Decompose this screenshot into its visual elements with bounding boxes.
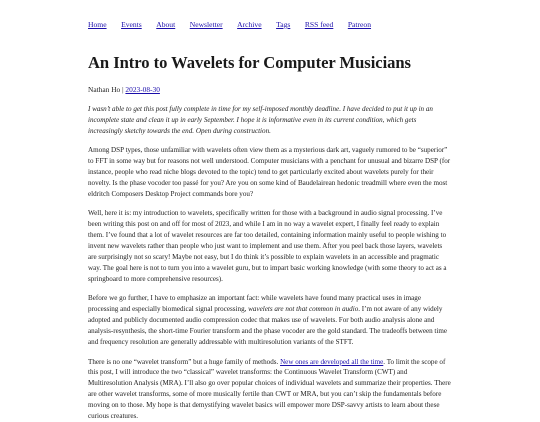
author-name: Nathan Ho: [88, 85, 121, 94]
nav-link-home[interactable]: Home: [88, 20, 107, 29]
byline-separator: |: [120, 85, 126, 94]
post-date-link[interactable]: 2023-08-30: [125, 85, 160, 94]
paragraph-1: Among DSP types, those unfamiliar with wavelets often view them as a mysterious dark art, vaguely rumored to be “superior” to FFT in some way but for reasons not well understood. Computer musicians with a penchant for unusual and bizarre DSP (for instance, people who read niche blogs devoted to the topic) tend to get particularly excited about wavelets purely for their novelty. Is the phase vocoder too passé for you? Are you on some kind of Baudelairean hedonic treadmill where even the most eldritch Composers Desktop Project commands bore you?: [88, 146, 451, 198]
nav-link-archive[interactable]: Archive: [237, 20, 262, 29]
paragraph-3-text-end: . I’m not aware of any widely adopted and publicly documented audio compression codec that makes use of wavelets. For both audio analysis alone and analysis-resynthesis, the short-time Fourier transform and the phase vocoder are the gold standard. The tradeoffs between time and frequency resolution are generally addressable with multiresolution variants of the STFT.: [88, 305, 448, 346]
top-navigation: [88, 20, 452, 30]
nav-link-newsletter[interactable]: Newsletter: [189, 20, 223, 29]
paragraph-3: [88, 293, 452, 348]
paragraph-2: Well, here it is: my introduction to wavelets, specifically written for those with a background in audio signal processing. I’ve been writing this post on and off for most of 2023, and while I am in no way a wavelet expert, I finally feel ready to explain them. I’ve found that a lot of wavelet resources are far too detailed, containing information mainly useful to people wishing to invent new wavelets rather than people who just want to implement and use them. After you peel back those layers, wavelets are surprisingly not so scary! Maybe not easy, but I do think it’s possible to explain wavelets in an accessible and pragmatic way. The goal here is not to turn you into a wavelet guru, but to impart basic working knowledge (with some theory to act as a springboard to more comprehensive resources).: [88, 209, 447, 283]
byline: [88, 85, 452, 95]
nav-link-tags[interactable]: Tags: [276, 20, 291, 29]
paragraph-4-text-start: There is no one “wavelet transform” but a huge family of methods.: [88, 357, 281, 366]
intro-note: I wasn’t able to get this post fully complete in time for my self-imposed monthly deadline. I have decided to put it up in an incomplete state and clean it up in early September. I hope it is informative even in its current condition, which gets increasingly sketchy towards the end. Open during construction.: [88, 105, 433, 135]
article-title: An Intro to Wavelets for Computer Musicians: [88, 53, 411, 72]
page-content: [88, 0, 452, 422]
paragraph-3-emphasis: wavelets are not that common in audio: [248, 305, 359, 314]
nav-link-patreon[interactable]: Patreon: [347, 20, 372, 29]
nav-link-about[interactable]: About: [156, 20, 176, 29]
nav-link-rss-feed[interactable]: RSS feed: [304, 20, 334, 29]
nav-link-events[interactable]: Events: [121, 20, 142, 29]
paragraph-4-text-end: . To limit the scope of this post, I will introduce the two “classical” wavelet transforms: the Continuous Wavelet Transform (CWT) and Multiresolution Analysis (MRA). I’ll also go over popular choices of individual wavelets and summarize their properties. There are other wavelet transforms, some of more musically fertile than CWT or MRA, but you can’t skip the fundamentals before moving on to those. My hope is that demystifying wavelet basics will empower more DSP-savvy artists to learn about these curious creatures.: [88, 357, 451, 421]
new-wavelets-link[interactable]: New ones are developed all the time: [280, 357, 384, 366]
paragraph-4: [88, 357, 452, 422]
paragraph-3-text-start: Before we go further, I have to emphasize an important fact: while wavelets have found many practical uses in image processing and especially biomedical signal processing,: [88, 294, 421, 314]
